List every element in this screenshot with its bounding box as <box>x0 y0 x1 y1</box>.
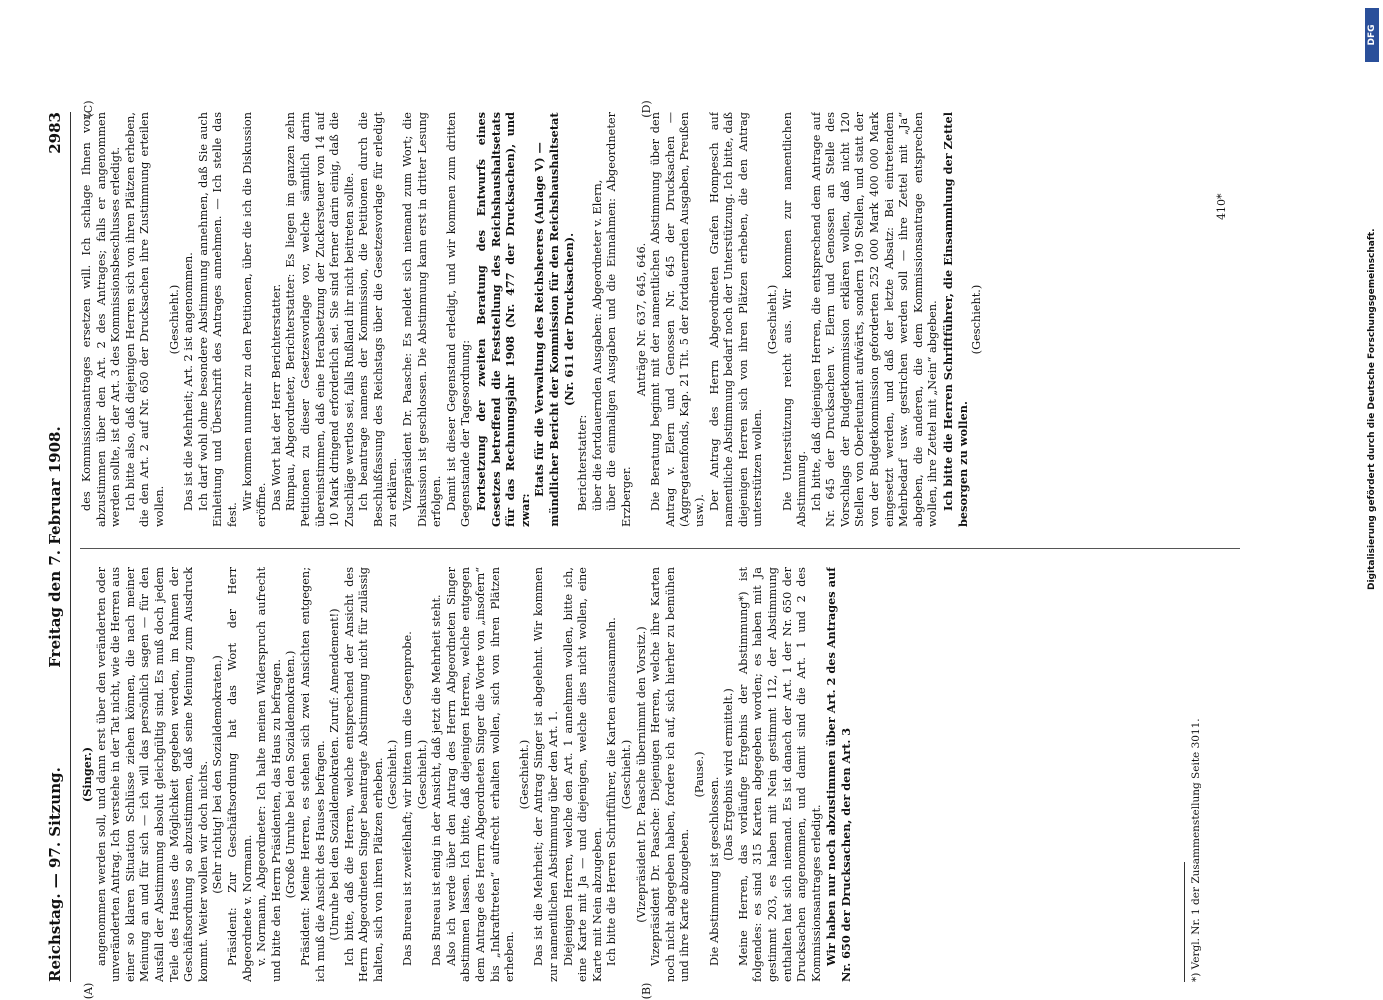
page-number: 2983 <box>46 112 64 154</box>
rotated-page <box>40 100 1280 1000</box>
interjection: (Große Unruhe bei den Sozialdemokraten.) <box>284 650 298 899</box>
paragraph: Wir kommen nunmehr zu den Petitionen, über die ich die Diskussion eröffne. <box>240 112 269 527</box>
paragraph: angenommen werden soll, und dann erst über den veränderten oder unveränderten Antrag. Ich verstehe in der Tat nicht, wie die Herren aus einer so klaren Situation Schlüsse ziehen können, die nach meiner Meinung an und für sich — ich will das persönlich sagen — für den Ausfall der Abstimmung absolut gleichgültig sind. Es muß doch jedem Teile des Hauses die Möglichkeit gegeben werden, im Rahmen der Geschäftsordnung so abzustimmen, daß seine Meinung zum Ausdruck kommt. Weiter wollen wir doch nichts. <box>94 567 210 982</box>
paragraph: Das ist die Mehrheit; Art. 2 ist angenommen. <box>182 252 196 511</box>
dfg-badge <box>1365 8 1379 62</box>
footnote: *) Vergl. Nr. 1 der Zusammenstellung Seite 3011. <box>1190 718 1202 982</box>
paragraph: Vizepräsident Dr. Paasche: Diejenigen Herren, welche ihre Karten noch nicht abgegeben haben, fordere ich auf, sich hierher zu bemühen und ihre Karte abzugeben. <box>649 567 692 982</box>
page-header <box>46 112 68 982</box>
paragraph: Das Bureau ist einig in der Ansicht, daß jetzt die Mehrheit steht. <box>430 594 444 966</box>
header-left: Reichstag. — 97. Sitzung. <box>46 767 64 982</box>
paragraph: Meine Herren, das vorläufige Ergebnis der Abstimmung*) ist folgendes: es sind 315 Karten abgegeben worden; es haben mit Ja gestimmt 203, es haben mit Nein gestimmt 112, der Abstimmung enthalten hat sich niemand. Es ist danach der Art. 1 der Nr. 650 der Drucksachen angenommen, und damit sind die Art. 1 und 2 des Kommissionsantrages erledigt. <box>736 567 823 982</box>
signature-mark: 410* <box>1215 193 1228 220</box>
paragraph: Diejenigen Herren, welche den Art. 1 annehmen wollen, bitte ich, eine Karte mit Ja — und diejenigen, welche dies nicht wollen, eine Karte mit Nein abzugeben. <box>561 567 604 982</box>
paragraph: über die einmaligen Ausgaben und die Einnahmen: Abgeordneter Erzberger. <box>605 112 633 527</box>
paragraph: v. Normann, Abgeordneter: Ich halte meinen Widerspruch aufrecht und bitte den Herrn Präsidenten, das Haus zu befragen. <box>255 567 283 982</box>
column-divider <box>80 548 1240 549</box>
credit-text: Digitalisierung gefördert durch die Deutsche Forschungsgemeinschaft. <box>1367 228 1377 590</box>
paragraph: Damit ist dieser Gegenstand erledigt, und wir kommen zum dritten Gegenstande der Tagesordnung: <box>444 112 473 527</box>
paragraph: Das Bureau ist zweifelhaft; wir bitten um die Gegenprobe. <box>401 631 415 966</box>
interjection: (Geschieht.) <box>167 284 181 355</box>
interjection: (Geschieht.) <box>415 739 429 810</box>
paragraph: Das ist die Mehrheit; der Antrag Singer ist abgelehnt. Wir kommen zur namentlichen Abstimmung über den Art. 1. <box>532 567 560 982</box>
paragraph: Die Abstimmung ist geschlossen. <box>707 776 721 966</box>
paragraph: des Kommissionsantrages ersetzen will. Ich schlage Ihnen vor, abzustimmen über den Art. 2 des Antrages; falls er angenommen werden sollte, ist der Art. 3 des Kommissionsbeschlusses erledigt. <box>80 112 123 527</box>
agenda-item: Fortsetzung der zweiten Beratung des Entwurfs eines Gesetzes betreffend die Feststellung des Reichshaushaltsetats für das Rechnungsjahr 1908 (Nr. 477 der Drucksachen), und zwar: <box>474 112 532 527</box>
paragraph: Also ich werde über den Antrag des Herrn Abgeordneten Singer abstimmen lassen. Ich bitte, daß diejenigen Herren, welche entgegen dem Antrage des Herrn Abgeordneten Singer die Worte von „insofern“ bis „Inkrafttreten“ aufrecht erhalten wollen, sich von ihren Plätzen erheben. <box>444 567 517 982</box>
paragraph: Die Beratung beginnt mit der namentlichen Abstimmung über den Antrag v. Elern und Genossen Nr. 645 der Drucksachen — (Aggregatenfonds, Kap. 21 Tit. 5 der fortdauernden Ausgaben, Preußen usw.). <box>649 112 706 527</box>
paragraph: Wir haben nur noch abzustimmen über Art. 2 des Antrages auf Nr. 650 der Drucksachen, der den Art. 3 <box>824 567 853 982</box>
interjection: (Geschieht.) <box>619 739 633 810</box>
paragraph: über die fortdauernden Ausgaben: Abgeordneter v. Elern, <box>590 179 604 511</box>
paragraph: Anträge Nr. 637, 645, 646. <box>634 242 648 397</box>
paragraph: Ich bitte also, daß diejenigen Herren sich von ihren Plätzen erheben, die den Art. 2 auf Nr. 650 der Drucksachen ihre Zustimmung erteilen wollen. <box>123 112 166 527</box>
paragraph: Ich beantrage namens der Kommission, die Petitionen durch die Beschlußfassung des Reichstags über die Gesetzesvorlage für erledigt zu erklären. <box>357 112 400 527</box>
margin-marker-a: (A) <box>82 982 95 1000</box>
paragraph: Präsident: Meine Herren, es stehen sich zwei Ansichten entgegen; ich muß die Ansicht des Hauses befragen. <box>298 567 327 982</box>
margin-marker-b: (B) <box>640 982 653 1000</box>
paragraph: Berichterstatter: <box>576 414 590 511</box>
interjection: (Geschieht.) <box>970 284 984 355</box>
margin-marker-c: (C) <box>82 100 95 118</box>
paragraph: Ich bitte, daß die Herren, welche entsprechend der Ansicht des Herrn Abgeordneten Singer beantragte Abstimmung nicht für zulässig halten, sich von ihren Plätzen erheben. <box>342 567 385 982</box>
interjection: (Das Ergebnis wird ermittelt.) <box>722 688 736 861</box>
right-column <box>80 112 1240 527</box>
interjection: (Vizepräsident Dr. Paasche übernimmt den Vorsitz.) <box>634 626 648 923</box>
speaker-note: (Singer.) <box>80 746 94 803</box>
interjection: (Sehr richtig! bei den Sozialdemokraten.) <box>211 655 225 894</box>
paragraph: Die Unterstützung reicht aus. Wir kommen zur namentlichen Abstimmung. <box>780 112 809 527</box>
left-column <box>80 567 1240 982</box>
paragraph: Rimpau, Abgeordneter, Berichterstatter: Es liegen im ganzen zehn Petitionen zu dieser Gesetzesvorlage vor, welche sämtlich darin übereinstimmen, daß eine Herabsetzung der Zuckersteuer von 14 auf 10 Mark dringend erforderlich sei. Sie sind ferner darin einig, daß die Zuschläge wertlos sei, falls Rußland ihr nicht beitreten sollte. <box>284 112 356 527</box>
paragraph: Das Wort hat der Herr Berichterstatter. <box>269 283 283 511</box>
paragraph: Präsident: Zur Geschäftsordnung hat das Wort der Herr Abgeordnete v. Normann. <box>225 567 254 982</box>
interjection: (Geschieht.) <box>386 739 400 810</box>
interjection: (Pause.) <box>692 751 706 798</box>
paragraph: Vizepräsident Dr. Paasche: Es meldet sich niemand zum Wort; die Diskussion ist geschlossen. Die Abstimmung kann erst in dritter Lesung erfolgen. <box>401 112 444 527</box>
interjection: (Unruhe bei den Sozialdemokraten. Zuruf: Amendement!) <box>328 608 342 941</box>
agenda-item: Etats für die Verwaltung des Reichsheeres (Anlage V) — mündlicher Bericht der Kommission für den Reichshaushaltsetat (Nr. 611 der Drucksachen). <box>532 112 576 527</box>
dfg-badge-label: DFG <box>1367 24 1377 46</box>
paragraph: Ich bitte, daß diejenigen Herren, die entsprechend dem Antrage auf Nr. 645 der Drucksachen v. Elern und Genossen an Stelle des Vorschlags der Budgetkommission erklären wollen, daß nicht 120 Stellen von Oberleutnant aufwärts, sondern 190 Stellen, und statt der von der Budgetkommission geforderten 252 000 Mark 400 000 Mark eingesetzt werden, und daß der letzte Absatz: Bei eintretendem Mehrbedarf usw. gestrichen werden soll — ihre Zettel mit „Ja“ abgeben, die anderen, die dem Kommissionsantrage entsprechen wollen, ihre Zettel mit „Nein“ abgeben. <box>809 112 940 527</box>
paragraph: Ich bitte die Herren Schriftführer, die Karten einzusammeln. <box>605 617 619 966</box>
paragraph: Ich darf wohl ohne besondere Abstimmung annehmen, daß Sie auch Einleitung und Überschrift des Antrages annehmen. — Ich stelle das fest. <box>196 112 239 527</box>
paragraph: Der Antrag des Herrn Abgeordneten Grafen Hompesch auf namentliche Abstimmung bedarf noch der Unterstützung. Ich bitte, daß diejenigen Herren sich von ihren Plätzen erheben, die den Antrag unterstützen wollen. <box>707 112 765 527</box>
paragraph: Ich bitte die Herren Schriftführer, die Einsammlung der Zettel besorgen zu wollen. <box>941 112 970 527</box>
header-date: Freitag den 7. Februar 1908. <box>46 426 64 668</box>
header-rule <box>70 112 71 982</box>
footnote-rule <box>1184 862 1185 982</box>
interjection: (Geschieht.) <box>517 739 531 810</box>
side-credit <box>1365 0 1381 1000</box>
interjection: (Geschieht.) <box>765 284 779 355</box>
margin-marker-d: (D) <box>640 100 653 118</box>
